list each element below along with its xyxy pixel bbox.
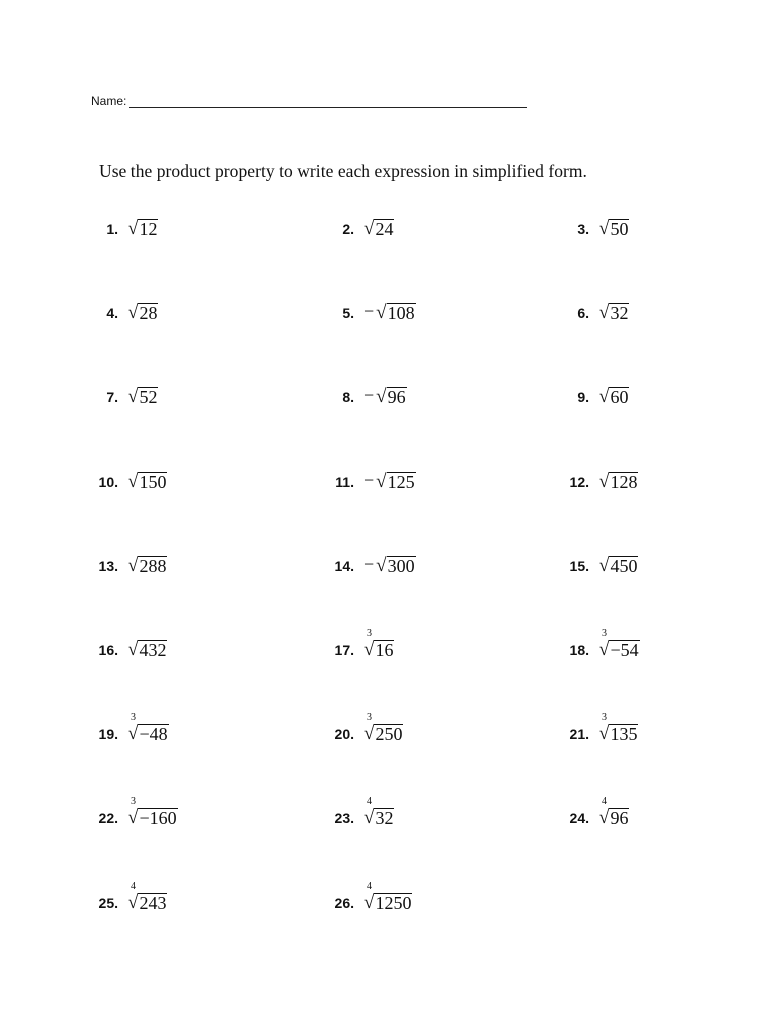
radical xyxy=(128,217,158,239)
problem-item xyxy=(82,630,167,660)
radical-expression xyxy=(599,796,629,829)
problem-number: 5. xyxy=(342,305,354,322)
radical-sign-icon: √ xyxy=(599,723,610,745)
problem-item xyxy=(82,798,178,828)
radicand: −160 xyxy=(139,808,177,829)
radicand: 108 xyxy=(387,303,415,324)
problem-item xyxy=(82,714,169,744)
problem-number: 19. xyxy=(98,726,118,743)
radical-index: 3 xyxy=(131,796,136,808)
radical xyxy=(599,301,629,323)
radical-expression xyxy=(364,470,416,492)
radical xyxy=(364,712,403,745)
problem-number: 25. xyxy=(98,894,118,911)
problem-item xyxy=(553,546,638,576)
radical-sign-icon: √ xyxy=(599,807,610,829)
radical xyxy=(599,217,629,239)
problem-item xyxy=(318,546,416,576)
radicand: 150 xyxy=(139,471,167,492)
problem-number: 24. xyxy=(569,810,589,827)
problem-item xyxy=(318,377,407,407)
problem-item xyxy=(318,880,412,913)
radical-expression xyxy=(599,628,640,660)
radical xyxy=(128,470,167,492)
problem-number: 7. xyxy=(106,389,118,406)
radicand: 1250 xyxy=(375,892,412,913)
radical xyxy=(376,470,415,492)
radicand: 243 xyxy=(139,892,167,913)
radical-expression xyxy=(364,385,407,407)
radical-index: 3 xyxy=(367,712,372,724)
radical-expression xyxy=(599,385,629,407)
problem-item xyxy=(553,377,629,407)
problem-number: 20. xyxy=(334,726,354,743)
problem-item xyxy=(82,209,158,239)
radical xyxy=(599,796,629,829)
radical-sign-icon: √ xyxy=(376,302,387,324)
problem-item xyxy=(553,798,629,828)
radical-sign-icon: √ xyxy=(376,554,387,576)
radical-sign-icon: √ xyxy=(364,807,375,829)
radical-sign-icon: √ xyxy=(364,891,375,913)
radical-sign-icon: √ xyxy=(128,891,139,913)
radical-index: 4 xyxy=(602,796,607,808)
radical-expression xyxy=(599,470,638,492)
problem-item xyxy=(82,293,158,323)
radical-sign-icon: √ xyxy=(599,470,610,492)
radical-sign-icon: √ xyxy=(599,639,610,660)
radicand: −54 xyxy=(610,640,639,660)
radical-expression xyxy=(128,301,158,323)
radical xyxy=(128,385,158,407)
problem-item xyxy=(82,880,167,913)
radical-sign-icon: √ xyxy=(599,386,610,408)
radical-expression xyxy=(128,554,167,576)
radical-expression xyxy=(364,880,412,913)
radical xyxy=(364,217,394,239)
problem-number: 8. xyxy=(342,389,354,406)
radical-expression xyxy=(599,301,629,323)
radical xyxy=(599,554,638,576)
radical xyxy=(599,628,640,660)
negative-sign: − xyxy=(364,553,375,574)
radicand: 32 xyxy=(610,303,629,324)
problem-item xyxy=(318,293,416,323)
radical xyxy=(364,628,394,660)
radical xyxy=(599,712,638,745)
radical-expression xyxy=(364,628,394,660)
problem-number: 12. xyxy=(569,473,589,490)
radicand: 52 xyxy=(139,387,158,408)
radical xyxy=(128,712,169,745)
radical-expression xyxy=(364,796,394,829)
radical-expression xyxy=(364,217,394,239)
problem-number: 11. xyxy=(335,473,354,490)
radical-expression xyxy=(364,712,403,745)
problem-item xyxy=(82,546,167,576)
radical-index: 4 xyxy=(367,796,372,808)
problem-number: 23. xyxy=(334,810,354,827)
radical-sign-icon: √ xyxy=(128,302,139,324)
problem-number: 3. xyxy=(577,221,589,237)
problem-item xyxy=(318,630,394,660)
radical-sign-icon: √ xyxy=(376,470,387,492)
problem-number: 2. xyxy=(342,221,354,237)
radical-index: 3 xyxy=(602,628,607,639)
radicand: 60 xyxy=(610,387,629,408)
radical-expression xyxy=(128,470,167,492)
problem-item xyxy=(82,462,167,492)
problem-number: 26. xyxy=(334,894,354,911)
problem-item xyxy=(553,462,638,492)
radical xyxy=(376,385,406,407)
radical-sign-icon: √ xyxy=(364,639,375,660)
radical-expression xyxy=(128,712,169,745)
radical-expression xyxy=(128,638,167,660)
radicand: −48 xyxy=(139,724,168,745)
radicand: 96 xyxy=(610,808,629,829)
problem-number: 16. xyxy=(98,642,118,658)
radicand: 300 xyxy=(387,555,415,576)
radical xyxy=(128,554,167,576)
radical-expression xyxy=(128,796,178,829)
problem-number: 22. xyxy=(98,810,118,827)
negative-sign: − xyxy=(364,301,375,322)
problem-number: 18. xyxy=(569,642,589,658)
radical-index: 3 xyxy=(367,628,372,639)
radical xyxy=(128,301,158,323)
radical xyxy=(128,796,178,829)
radical-sign-icon: √ xyxy=(364,723,375,745)
radical xyxy=(376,554,415,576)
radical-expression xyxy=(128,385,158,407)
radical-expression xyxy=(128,880,167,913)
radical-sign-icon: √ xyxy=(376,386,387,408)
problem-number: 13. xyxy=(98,557,118,574)
radical xyxy=(128,638,167,660)
radical-sign-icon: √ xyxy=(364,218,375,239)
problem-number: 17. xyxy=(334,642,354,658)
problem-number: 15. xyxy=(569,557,589,574)
radical xyxy=(376,301,415,323)
radical-index: 4 xyxy=(367,880,372,892)
problem-number: 1. xyxy=(106,221,118,237)
radical-expression xyxy=(364,301,416,323)
radicand: 12 xyxy=(139,219,158,239)
radical-sign-icon: √ xyxy=(599,554,610,576)
radical xyxy=(599,385,629,407)
radical xyxy=(128,880,167,913)
radicand: 50 xyxy=(610,219,629,239)
problem-item xyxy=(553,630,640,660)
radicand: 125 xyxy=(387,471,415,492)
negative-sign: − xyxy=(364,469,375,490)
radical-index: 3 xyxy=(131,712,136,724)
radicand: 32 xyxy=(375,808,394,829)
radical-expression xyxy=(599,554,638,576)
problem-item xyxy=(553,714,638,744)
radicand: 288 xyxy=(139,555,167,576)
radical-sign-icon: √ xyxy=(599,302,610,324)
radicand: 16 xyxy=(375,640,394,660)
radicand: 28 xyxy=(139,303,158,324)
radical-sign-icon: √ xyxy=(128,386,139,408)
radical-expression xyxy=(128,217,158,239)
radical-sign-icon: √ xyxy=(128,807,139,829)
radical-expression xyxy=(364,554,416,576)
radical-sign-icon: √ xyxy=(128,554,139,576)
radicand: 450 xyxy=(610,555,638,576)
radical-sign-icon: √ xyxy=(128,218,139,239)
radicand: 128 xyxy=(610,471,638,492)
problem-item xyxy=(318,714,403,744)
problem-number: 21. xyxy=(569,726,589,743)
name-label: Name: xyxy=(91,94,127,108)
radical-sign-icon: √ xyxy=(128,723,139,745)
radicand: 24 xyxy=(375,219,394,239)
radicand: 135 xyxy=(610,724,638,745)
radicand: 432 xyxy=(139,640,167,660)
radical-index: 4 xyxy=(131,880,136,892)
radical xyxy=(599,470,638,492)
problem-item xyxy=(318,462,416,492)
radical-sign-icon: √ xyxy=(599,218,610,239)
radical-sign-icon: √ xyxy=(128,639,139,660)
problem-number: 14. xyxy=(334,557,354,574)
radical xyxy=(364,880,412,913)
problem-item xyxy=(553,293,629,323)
radical xyxy=(364,796,394,829)
problem-item xyxy=(318,209,394,239)
radical-index: 3 xyxy=(602,712,607,724)
problem-number: 4. xyxy=(106,305,118,322)
problem-number: 10. xyxy=(98,473,118,490)
negative-sign: − xyxy=(364,385,375,406)
radical-expression xyxy=(599,217,629,239)
radicand: 96 xyxy=(387,387,406,408)
problem-number: 6. xyxy=(577,305,589,322)
problem-number: 9. xyxy=(577,389,589,406)
problem-item xyxy=(318,798,394,828)
radical-sign-icon: √ xyxy=(128,470,139,492)
problem-item xyxy=(82,377,158,407)
instructions: Use the product property to write each expression in simplified form. xyxy=(99,161,587,181)
radical-expression xyxy=(599,712,638,745)
radicand: 250 xyxy=(375,724,403,745)
problem-item xyxy=(553,209,629,239)
